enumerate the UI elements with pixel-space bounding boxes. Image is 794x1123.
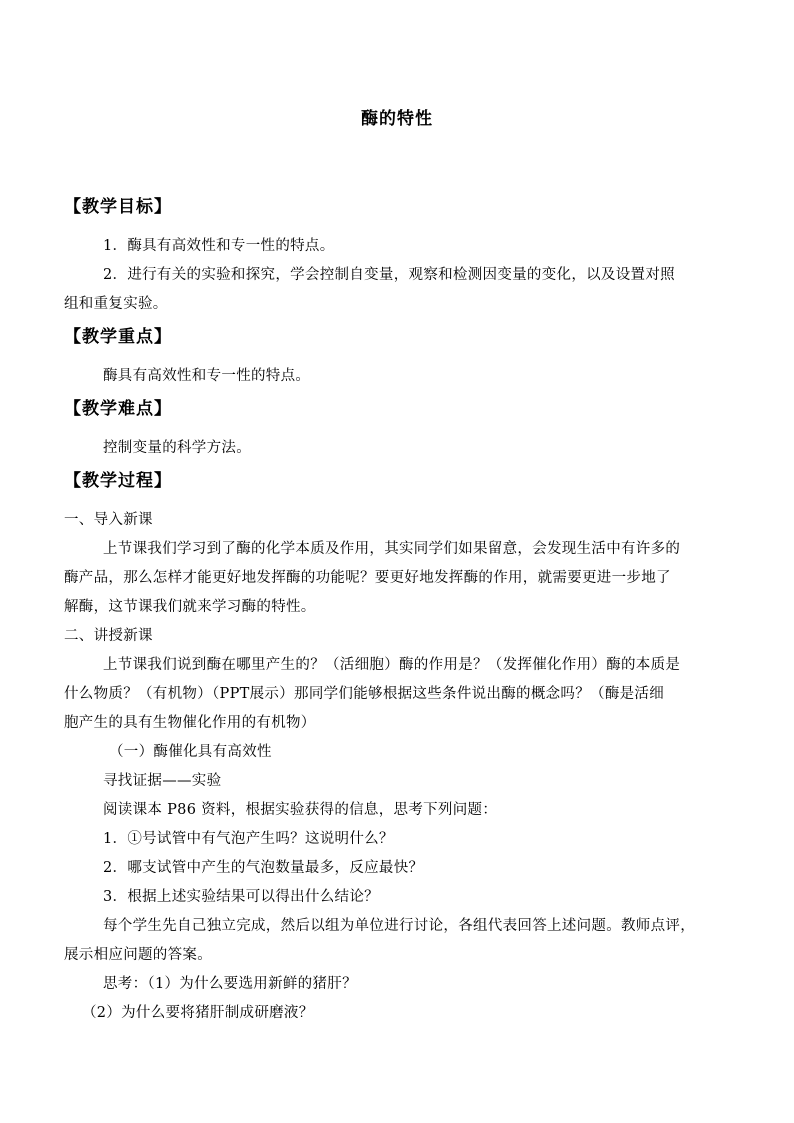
goal-line-1: 1．酶具有高效性和专一性的特点。: [103, 238, 335, 254]
question-line-3: 3．根据上述实验结果可以得出什么结论？: [103, 889, 379, 905]
think-question-1: 思考：（1）为什么要选用新鲜的猪肝？: [103, 976, 357, 992]
heading-teaching-process: 【教学过程】: [64, 471, 172, 491]
think-question-2: （2）为什么要将猪肝制成研磨液？: [82, 1005, 314, 1021]
intro-paragraph-line-1: 上节课我们学习到了酶的化学本质及作用，其实同学们如果留意，会发现生活中有许多的: [103, 541, 681, 557]
intro-paragraph-line-3: 解酶，这节课我们就来学习酶的特性。: [64, 599, 316, 615]
key-point-line: 酶具有高效性和专一性的特点。: [103, 368, 311, 384]
subsection-efficiency-title: （一）酶催化具有高效性: [109, 744, 272, 760]
student-activity-line-2: 展示相应问题的答案。: [64, 947, 212, 963]
section-intro-title: 一、导入新课: [64, 512, 153, 528]
page-title: 酶的特性: [361, 109, 433, 129]
heading-key-points: 【教学重点】: [64, 327, 172, 347]
student-activity-line-1: 每个学生先自己独立完成，然后以组为单位进行讨论，各组代表回答上述问题。教师点评，: [103, 918, 695, 934]
heading-difficult-points: 【教学难点】: [64, 399, 172, 419]
heading-teaching-goals: 【教学目标】: [64, 197, 172, 217]
difficulty-line: 控制变量的科学方法。: [103, 440, 251, 456]
lesson-paragraph-line-1: 上节课我们说到酶在哪里产生的？（活细胞）酶的作用是？（发挥催化作用）酶的本质是: [103, 657, 681, 673]
goal-line-3: 组和重复实验。: [64, 296, 168, 312]
section-new-lesson-title: 二、讲授新课: [64, 628, 153, 644]
question-line-2: 2．哪支试管中产生的气泡数量最多，反应最快？: [103, 860, 424, 876]
intro-paragraph-line-2: 酶产品，那么怎样才能更好地发挥酶的功能呢？要更好地发挥酶的作用，就需要更进一步地了: [64, 570, 671, 586]
question-line-1: 1．①号试管中有气泡产生吗？这说明什么？: [103, 831, 394, 847]
lesson-paragraph-line-3: 胞产生的具有生物催化作用的有机物）: [64, 715, 316, 731]
goal-line-2: 2．进行有关的实验和探究，学会控制自变量，观察和检测因变量的变化，以及设置对照: [103, 267, 675, 283]
lesson-paragraph-line-2: 什么物质？（有机物）（PPT展示）那同学们能够根据这些条件说出酶的概念吗？（酶是活细: [64, 686, 665, 702]
reading-instruction-line: 阅读课本 P86 资料，根据实验获得的信息，思考下列问题：: [103, 802, 498, 818]
evidence-line: 寻找证据——实验: [103, 773, 222, 789]
